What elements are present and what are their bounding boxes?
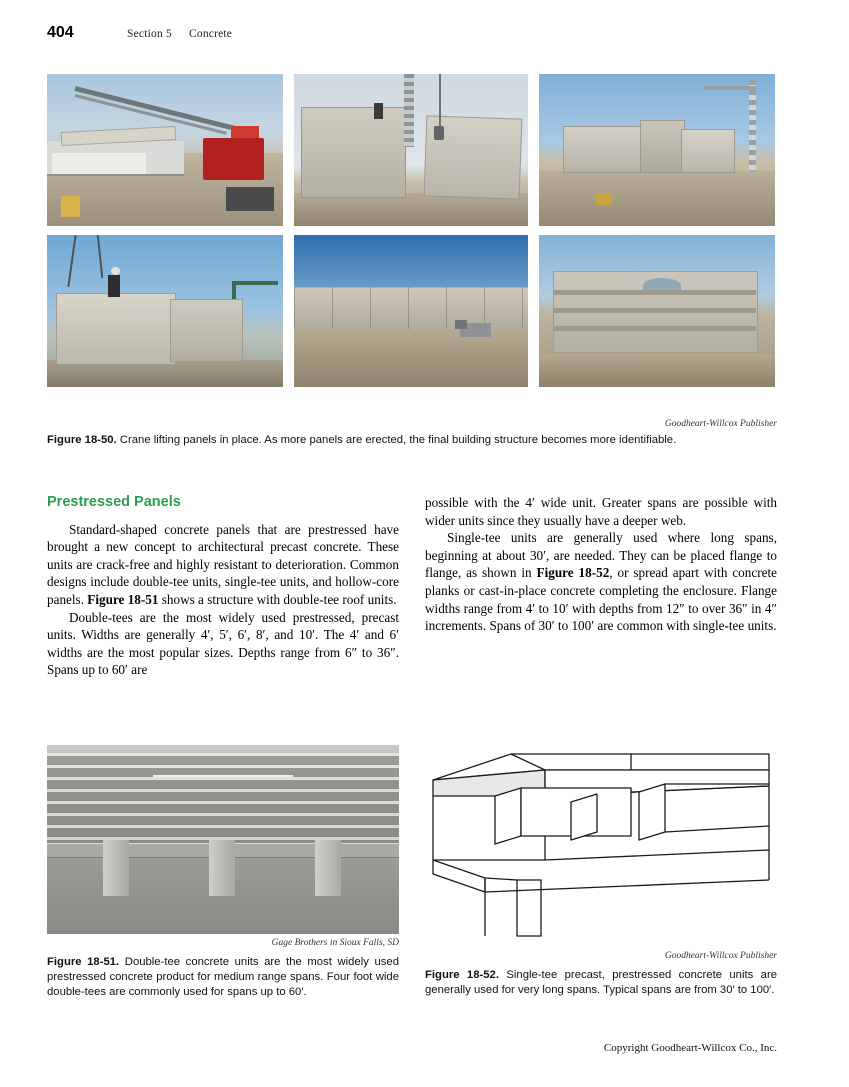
figure-18-52-credit: Goodheart-Willcox Publisher	[664, 951, 777, 961]
running-head-title: Concrete	[189, 28, 233, 40]
figure-18-50-caption	[47, 433, 777, 448]
single-tee-units-illustration	[425, 740, 777, 938]
figure-18-52-text: Single-tee precast, prestressed concrete units are generally used for very long spans. Typical spans are from 30′ to 100′.	[425, 969, 777, 996]
paragraph-right-1	[425, 494, 777, 529]
page-header	[47, 24, 807, 46]
panels-being-set-photo	[294, 74, 528, 226]
paragraph-right-1-pre: possible with the 4′ wide unit. Greater spans are possible with wider units since they usually have a deeper web.	[425, 495, 777, 528]
body-column-left	[47, 494, 399, 679]
photo-row-bottom	[47, 235, 777, 387]
body-column-right	[425, 494, 777, 635]
paragraph-left-2	[47, 609, 399, 679]
figure-ref-18-51: Figure 18-51	[87, 591, 159, 607]
paragraph-right-2-post: , or spread apart with concrete planks or cast-in-place concrete completing the enclosure. Flange widths range from 4′ to 10′ with depths from 12″ to over 36″ in 4″ increments. Spans of 30′ to 100′ are common with single-tee units.	[425, 565, 777, 634]
figure-18-50-label: Figure 18-50.	[47, 434, 117, 446]
figure-18-50-photo-grid	[47, 74, 777, 396]
figure-18-52-drawing	[425, 740, 777, 938]
running-head	[127, 28, 232, 40]
figure-18-51-text: Double-tee concrete units are the most widely used prestressed concrete product for medium range spans. Four foot wide double-tees are commonly used for spans up to 60′.	[47, 956, 399, 998]
erected-panels-photo	[539, 74, 775, 226]
paragraph-right-2	[425, 529, 777, 635]
figure-18-50-text: Crane lifting panels in place. As more panels are erected, the final building structure becomes more identifiable.	[116, 434, 677, 446]
copyright-line: Copyright Goodheart-Willcox Co., Inc.	[603, 1042, 777, 1054]
worker-guiding-panel-photo	[47, 235, 283, 387]
figure-18-51-photo	[47, 745, 399, 934]
figure-18-52-caption	[425, 968, 777, 998]
section-heading-prestressed-panels: Prestressed Panels	[47, 494, 181, 510]
photo-row-top	[47, 74, 777, 226]
page-number: 404	[47, 24, 74, 41]
paragraph-left-1-pre: Standard-shaped concrete panels that are prestressed have brought a new concept to architectural precast concrete. These units are crack-free and highly resistant to deterioration. Common designs include double-tee units, single-tee units, and hollow-core panels.	[47, 521, 399, 607]
paragraph-left-1-post: shows a structure with double-tee roof units.	[158, 591, 397, 607]
figure-18-51-label: Figure 18-51.	[47, 956, 120, 968]
paragraph-left-2-pre: Double-tees are the most widely used prestressed, precast units. Widths are generally 4′, 5′, 6′, 8′, and 10′. The 4′ and 6′ widths are the most popular sizes. Depths range from 6″ to 36″. Spans up to 60′ are	[47, 609, 399, 678]
paragraph-right-2-pre: Single-tee units are generally used where long spans, beginning at about 30′, are needed. They can be placed flange to flange, as shown in	[425, 530, 777, 581]
figure-18-51-caption	[47, 955, 399, 1000]
panel-wall-run-photo	[294, 235, 528, 387]
figure-18-51-credit: Gage Brothers in Sioux Falls, SD	[271, 938, 399, 948]
parking-structure-photo	[539, 235, 775, 387]
figure-ref-18-52: Figure 18-52	[536, 565, 610, 581]
paragraph-left-1	[47, 521, 399, 609]
running-head-section: Section 5	[127, 28, 172, 40]
figure-18-52-label: Figure 18-52.	[425, 969, 499, 981]
crane-lifting-panel-photo	[47, 74, 283, 226]
figure-18-50-credit: Goodheart-Willcox Publisher	[664, 419, 777, 429]
